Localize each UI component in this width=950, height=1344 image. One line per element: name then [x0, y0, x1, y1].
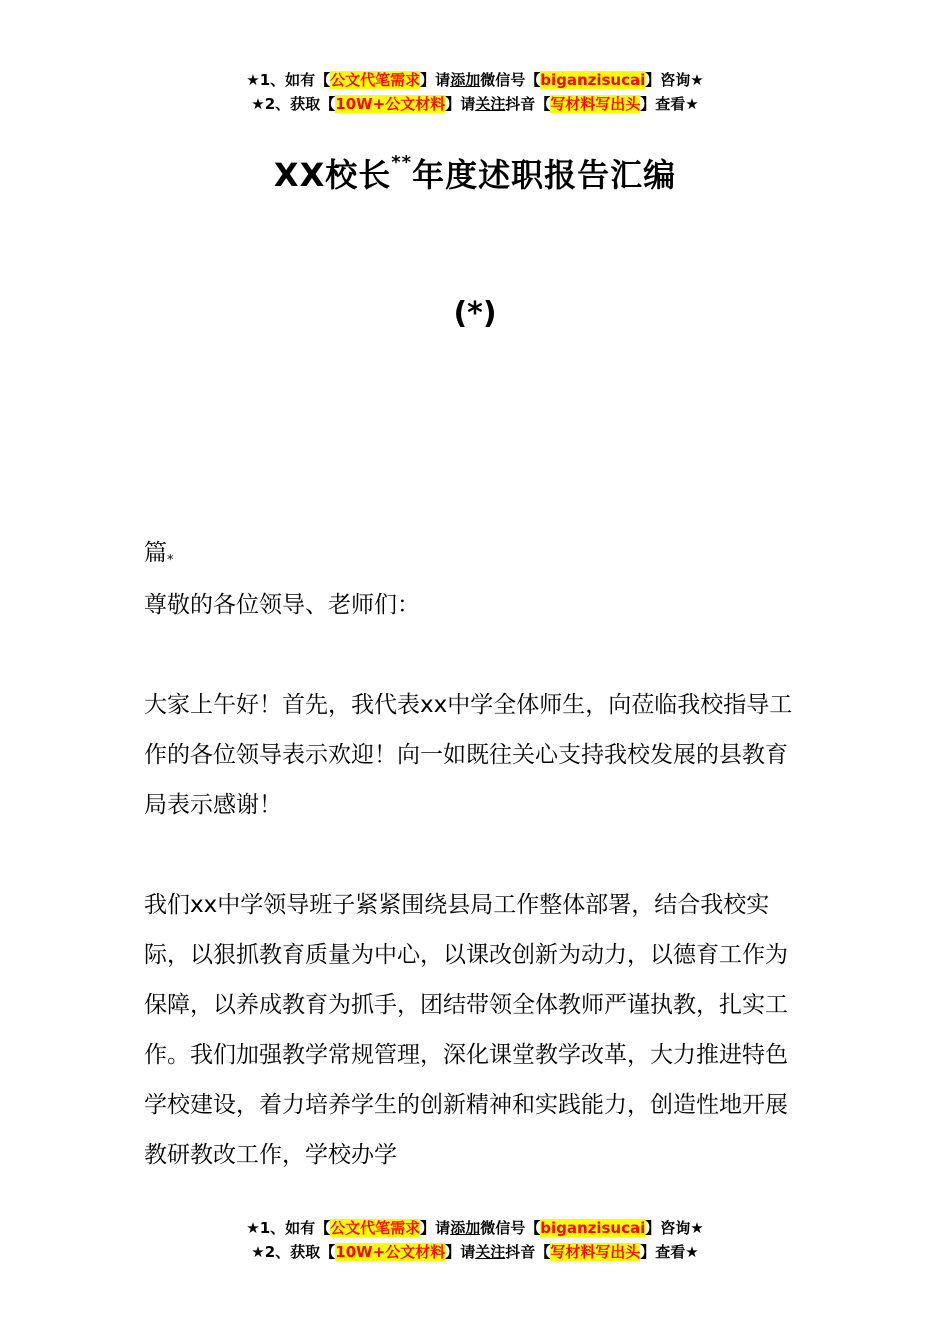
banner-line-1 [0, 68, 950, 92]
title-part: 年度述职报告汇编 [412, 156, 677, 194]
banner-text: 微信号【 [480, 1219, 541, 1237]
banner-text: 】咨询★ [645, 71, 704, 89]
banner-underlined: 添加 [450, 1219, 481, 1237]
document-title [0, 150, 950, 196]
title-stars: ** [391, 152, 413, 173]
banner-text: 】请 [445, 95, 476, 113]
banner-highlight: 公文代笔需求 [330, 1219, 421, 1237]
banner-text: 】请 [420, 71, 451, 89]
banner-underlined: 关注 [475, 1243, 506, 1261]
banner-highlight: 10W+公文材料 [335, 95, 446, 113]
banner-underlined: 关注 [475, 95, 506, 113]
banner-line-2 [0, 1240, 950, 1264]
banner-text: ★2、获取【 [251, 1243, 336, 1261]
banner-text: ★1、如有【 [246, 1219, 331, 1237]
banner-text: 抖音【 [505, 95, 551, 113]
paragraph-1 [144, 680, 808, 830]
banner-highlight: 10W+公文材料 [335, 1243, 446, 1261]
banner-text: ★2、获取【 [251, 95, 336, 113]
greeting-text: 尊敬的各位领导、老师们： [144, 592, 420, 618]
section-label [144, 528, 808, 578]
banner-highlight: 写材料写出头 [550, 1243, 641, 1261]
banner-highlight: 写材料写出头 [550, 95, 641, 113]
banner-text: ★1、如有【 [246, 71, 331, 89]
paragraph-text: 我们xx中学领导班子紧紧围绕县局工作整体部署，结合我校实际，以狠抓教育质量为中心，以课改创新为动力，以德育工作为保障，以养成教育为抓手，团结带领全体教师严谨执教，扎实工作。我们加强教学常规管理，深化课堂教学改革，大力推进特色学校建设，着力培养学生的创新精神和实践能力，创造性地开展教研教改工作，学校办学 [144, 892, 788, 1168]
banner-highlight: biganzisucai [540, 71, 646, 89]
banner-text: 】请 [420, 1219, 451, 1237]
paragraph-text: 大家上午好！首先，我代表xx中学全体师生，向莅临我校指导工作的各位领导表示欢迎！向一如既往关心支持我校发展的县教育局表示感谢！ [144, 692, 793, 818]
header-banner [0, 68, 950, 116]
section-label-star: * [167, 553, 174, 568]
banner-highlight: biganzisucai [540, 1219, 646, 1237]
paragraph-2 [144, 880, 808, 1180]
banner-text: 】查看★ [640, 95, 699, 113]
banner-text: 抖音【 [505, 1243, 551, 1261]
banner-text: 微信号【 [480, 71, 541, 89]
document-subtitle: (*) [453, 296, 497, 331]
banner-line-1 [0, 1216, 950, 1240]
banner-text: 】请 [445, 1243, 476, 1261]
banner-text: 】咨询★ [645, 1219, 704, 1237]
footer-banner [0, 1216, 950, 1264]
banner-underlined: 添加 [450, 71, 481, 89]
section-label-text: 篇 [144, 540, 167, 566]
greeting [144, 580, 808, 630]
banner-line-2 [0, 92, 950, 116]
banner-text: 】查看★ [640, 1243, 699, 1261]
banner-highlight: 公文代笔需求 [330, 71, 421, 89]
title-part: XX校长 [273, 156, 392, 194]
